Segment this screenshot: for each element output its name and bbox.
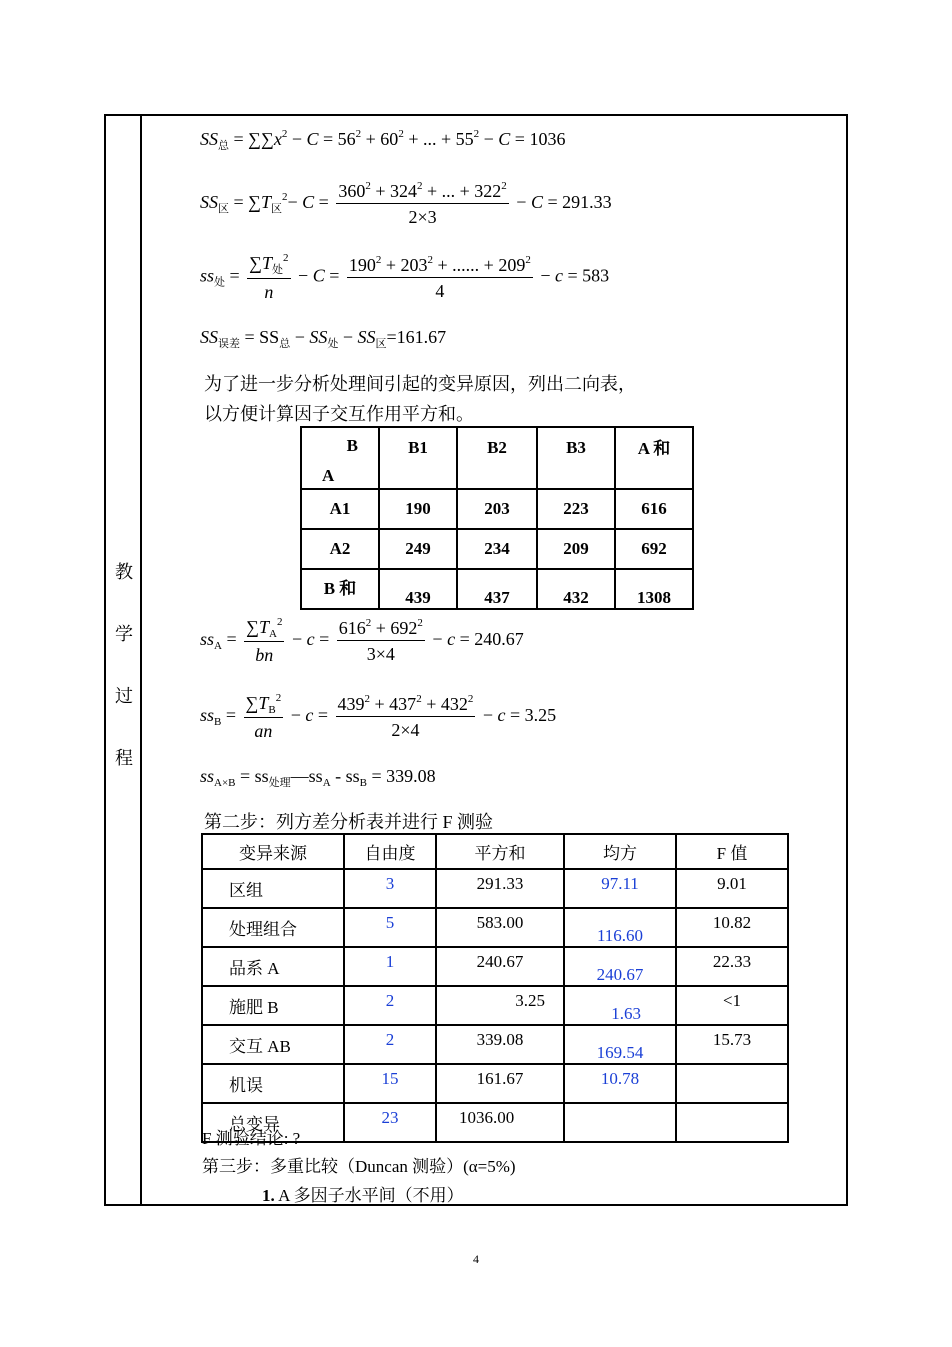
ms-cell: 240.67 [564, 947, 676, 986]
table-cell: 616 [615, 489, 693, 529]
intro-line-2: 以方便计算因子交互作用平方和。 [204, 404, 474, 424]
intro-line-1: 为了进一步分析处理间引起的变异原因，列出二向表， [204, 374, 636, 394]
table-cell: 223 [537, 489, 615, 529]
table-row [202, 1064, 788, 1103]
source-cell: 处理组合 [202, 908, 344, 947]
ms-cell: 97.11 [564, 869, 676, 908]
df-cell: 15 [344, 1064, 436, 1103]
table-cell: 190 [379, 489, 457, 529]
row-label: B 和 [301, 569, 379, 609]
ms-cell: 169.54 [564, 1025, 676, 1064]
step3-item-text: A 多因子水平间（不用） [278, 1186, 464, 1205]
ss-cell: 3.25 [436, 986, 564, 1025]
row-label: A2 [301, 529, 379, 569]
table-cell: 439 [379, 569, 457, 609]
table-cell: 432 [537, 569, 615, 609]
source-cell: 区组 [202, 869, 344, 908]
table-cell: 249 [379, 529, 457, 569]
table-cell: 234 [457, 529, 537, 569]
page-number: 4 [473, 1252, 479, 1266]
f-cell: 10.82 [676, 908, 788, 947]
f-cell [676, 1064, 788, 1103]
col-header: B3 [537, 427, 615, 489]
df-cell: 2 [344, 1025, 436, 1064]
equation-ss-axb: $ss_{A\times B}$ = $ss_{处理}—ss_A - ss_B = 339.08$ [200, 766, 436, 789]
ss-cell: 339.08 [436, 1025, 564, 1064]
ss-cell: 240.67 [436, 947, 564, 986]
df-cell: 3 [344, 869, 436, 908]
f-cell: <1 [676, 986, 788, 1025]
anova-header: 变异来源 [202, 834, 344, 869]
source-cell: 施肥 B [202, 986, 344, 1025]
table-row [301, 489, 693, 529]
table-cell: 692 [615, 529, 693, 569]
equation-ss-block: $SS_区 = \sum T_区^2- C$ = $\frac{360^2 + 324^2 + ... + 322^2}{2\times 3}$ − C = 291.33 [200, 180, 612, 227]
table-corner-cell [301, 427, 379, 489]
anova-header: 自由度 [344, 834, 436, 869]
row-label: A1 [301, 489, 379, 529]
equation-ss-total: $SS_总 = \sum\sum x^2 - C = 56^2 + 60^2$ + ... + $55^2 - C = 1036$ [200, 128, 566, 152]
df-cell: 2 [344, 986, 436, 1025]
anova-header: 均方 [564, 834, 676, 869]
table-row [202, 908, 788, 947]
source-cell: 品系 A [202, 947, 344, 986]
step3-title: 第三步：多重比较（Duncan 测验）(α=5%) [202, 1157, 516, 1176]
side-label-char: 程 [115, 748, 133, 768]
ms-cell: 10.78 [564, 1064, 676, 1103]
table-row [301, 529, 693, 569]
step2-title: 第二步：列方差分析表并进行 F 测验 [204, 812, 494, 832]
ms-cell [564, 1103, 676, 1142]
table-row [202, 1025, 788, 1064]
corner-label-b: B [346, 436, 358, 455]
ss-cell: 1036.00 [436, 1103, 564, 1142]
two-way-table [300, 426, 694, 610]
anova-header-row [202, 834, 788, 869]
anova-header: 平方和 [436, 834, 564, 869]
step3-item [262, 1181, 464, 1206]
equation-ss-error: $SS_{误差} = SS_总 - SS_处 - SS_区=161.67$ [200, 327, 447, 350]
df-cell: 23 [344, 1103, 436, 1142]
source-cell: 机误 [202, 1064, 344, 1103]
f-cell [676, 1103, 788, 1142]
table-row [301, 569, 693, 609]
df-cell: 1 [344, 947, 436, 986]
equation-ss-treatment: $ss_处$ = $\frac{\sum T_处^2}{n}$ − C = $\frac{190^2 + 203^2 + ...... + 209^2}{4}$ − c = 583 [200, 252, 610, 302]
table-row [202, 986, 788, 1025]
col-header: A 和 [615, 427, 693, 489]
df-cell: 5 [344, 908, 436, 947]
ss-cell: 161.67 [436, 1064, 564, 1103]
table-row [202, 869, 788, 908]
f-cell: 22.33 [676, 947, 788, 986]
f-test-conclusion: F 测验结论: ? [202, 1129, 301, 1148]
step3-item-number: 1. [262, 1186, 275, 1205]
table-cell: 203 [457, 489, 537, 529]
ms-cell: 1.63 [564, 986, 676, 1025]
source-cell: 总变异 [202, 1103, 344, 1142]
corner-label-a: A [322, 466, 335, 485]
col-header: B2 [457, 427, 537, 489]
ms-cell: 116.60 [564, 908, 676, 947]
table-cell: 1308 [615, 569, 693, 609]
f-cell: 15.73 [676, 1025, 788, 1064]
table-cell: 209 [537, 529, 615, 569]
source-cell: 交互 AB [202, 1025, 344, 1064]
side-label-char: 过 [115, 686, 133, 706]
ss-cell: 291.33 [436, 869, 564, 908]
f-cell: 9.01 [676, 869, 788, 908]
anova-header: F 值 [676, 834, 788, 869]
ss-cell: 583.00 [436, 908, 564, 947]
table-row [202, 947, 788, 986]
equation-ss-b: $ss_B$ = $\frac{\sum T_B^2}{an}$ − c = $\frac{439^2 + 437^2 + 432^2}{2\times 4}$ − c = 3.25 [200, 692, 557, 741]
anova-table [201, 833, 789, 1143]
side-label-char: 学 [115, 624, 133, 644]
col-header: B1 [379, 427, 457, 489]
table-cell: 437 [457, 569, 537, 609]
column-divider [140, 114, 142, 1206]
side-label-char: 教 [115, 562, 133, 582]
equation-ss-a: $ss_A$ = $\frac{\sum T_A^2}{bn}$ − c = $\frac{616^2 + 692^2}{3\times 4}$ − c = 240.67 [200, 616, 524, 665]
